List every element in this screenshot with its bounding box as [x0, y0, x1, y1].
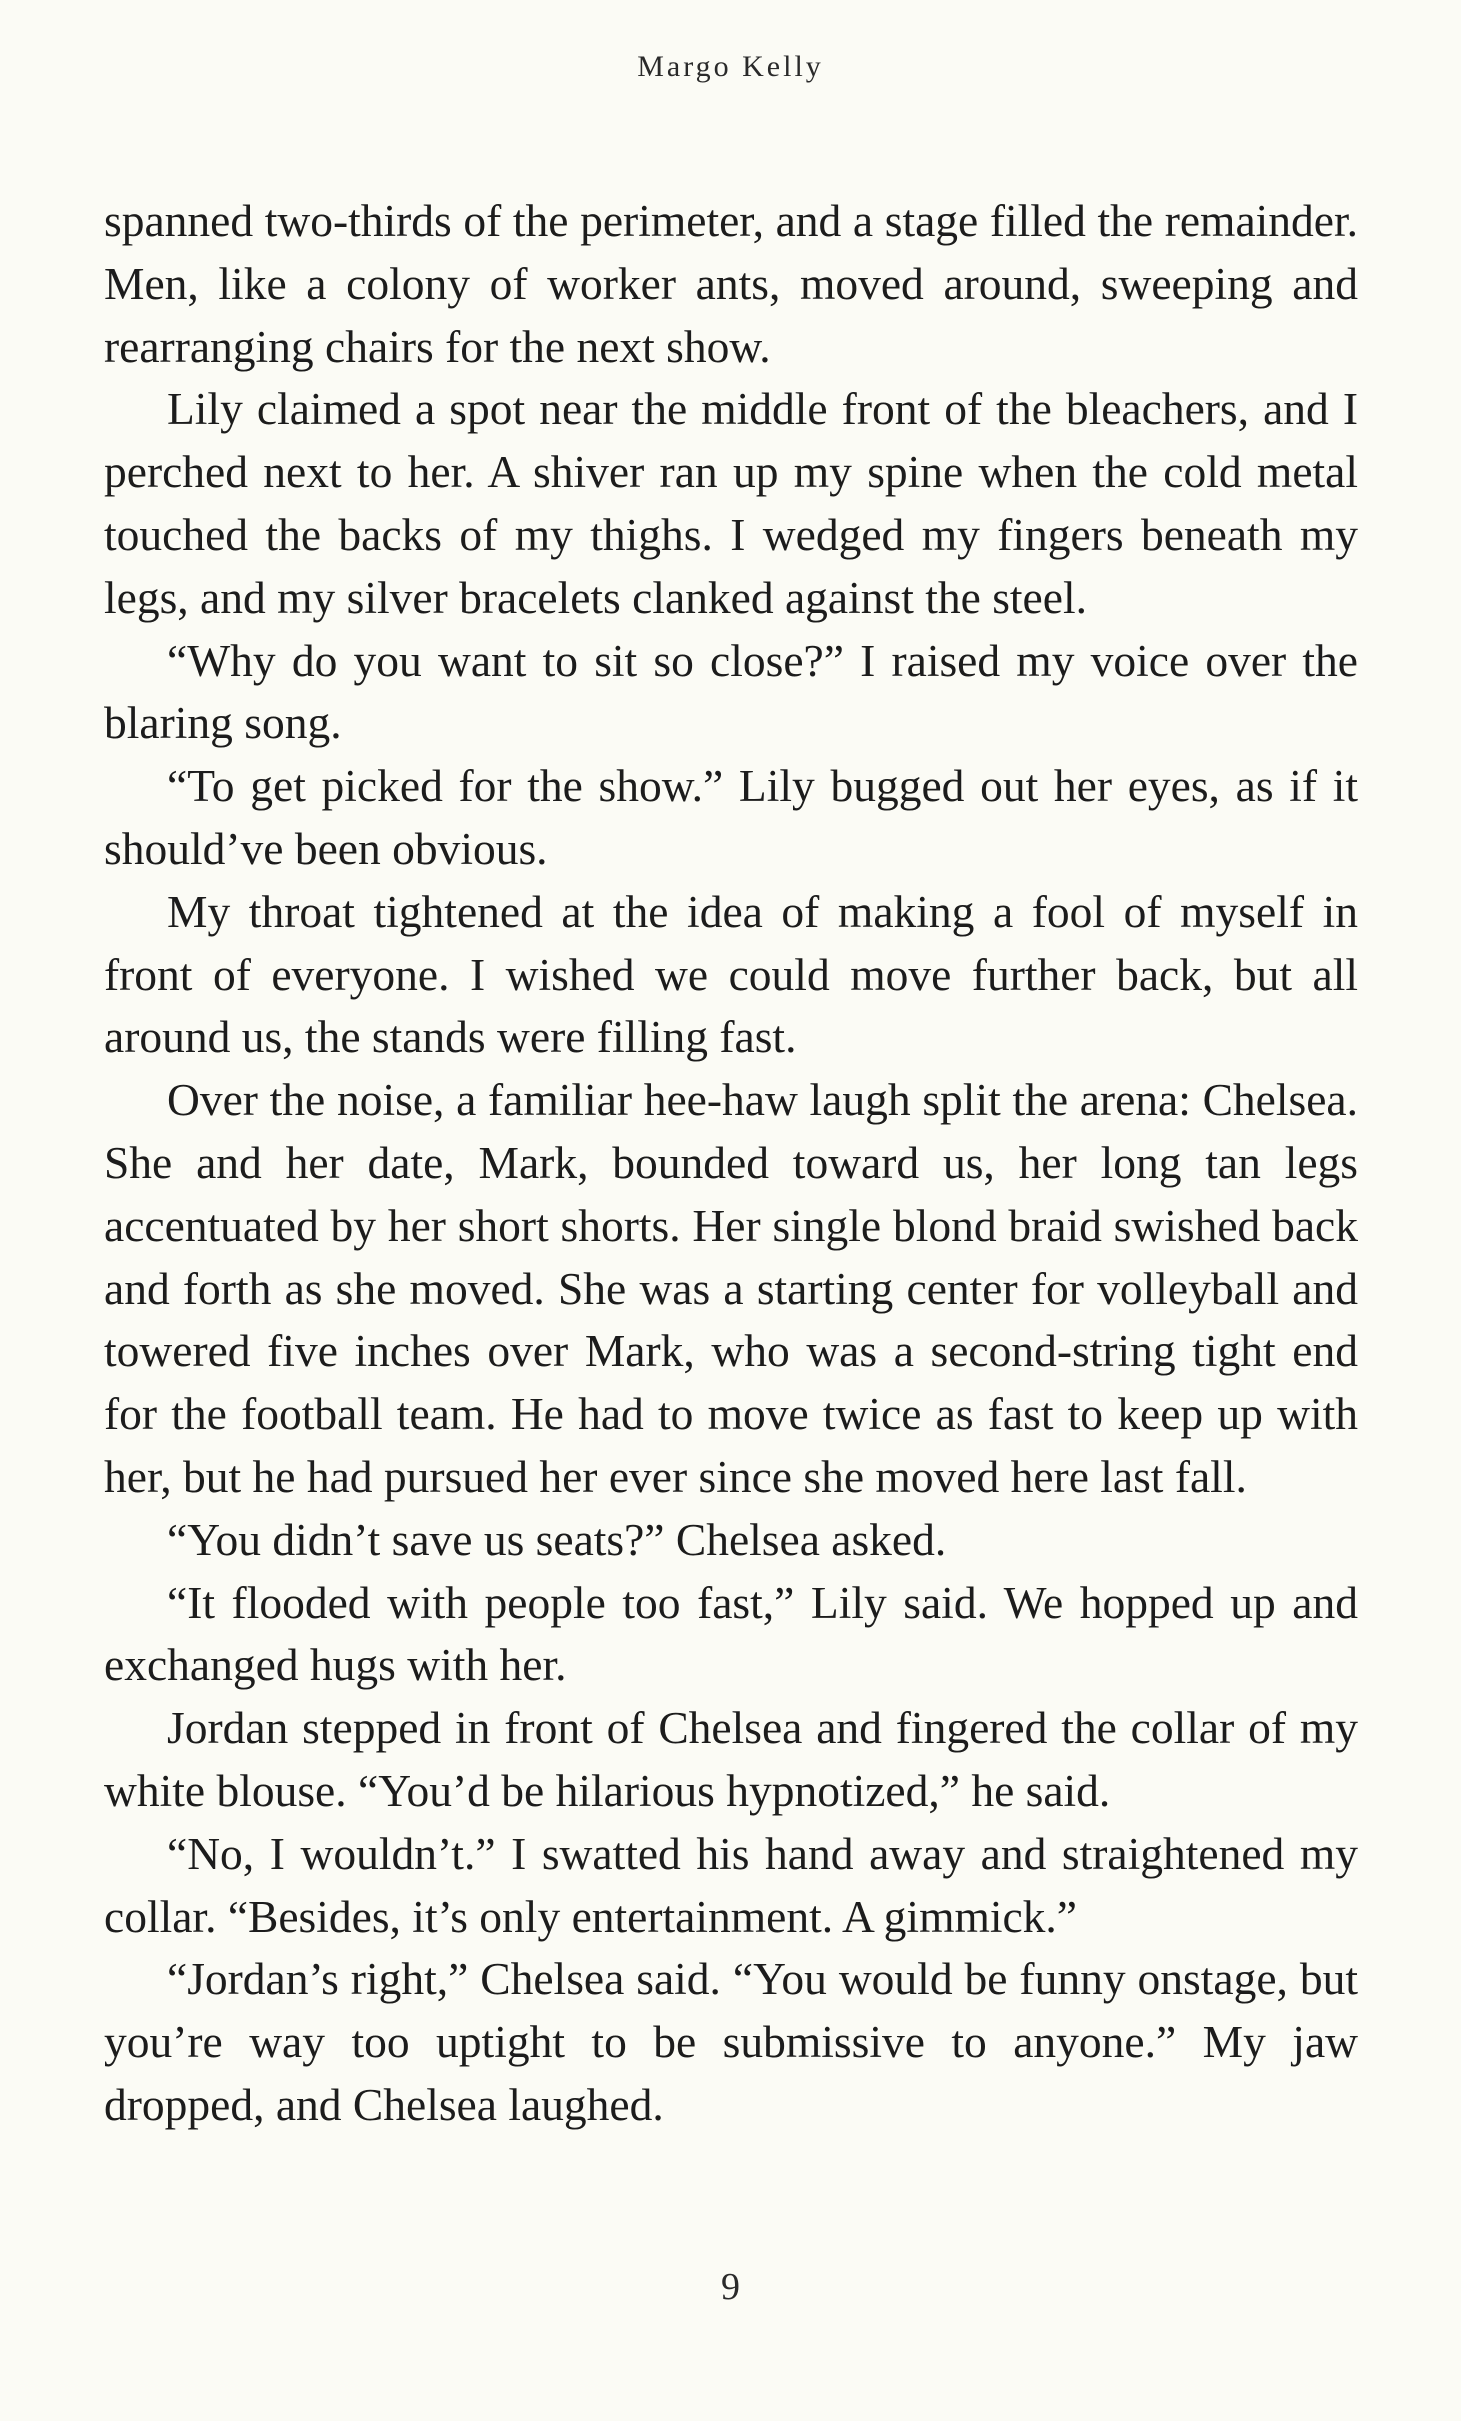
- paragraph: “No, I wouldn’t.” I swatted his hand away and straightened my collar. “Besides, it’s only entertainment. A gimmick.”: [104, 1827, 1358, 1942]
- paragraph: “Jordan’s right,” Chelsea said. “You would be funny onstage, but you’re way too uptight to be submissive to anyone.” My jaw dropped, and Chelsea laughed.: [104, 1953, 1358, 2130]
- paragraph: “You didn’t save us seats?” Chelsea asked.: [167, 1513, 947, 1565]
- paragraph: “Why do you want to sit so close?” I raised my voice over the blaring song.: [104, 634, 1358, 749]
- paragraph: “It flooded with people too fast,” Lily said. We hopped up and exchanged hugs with her.: [104, 1576, 1358, 1691]
- body-text: [104, 190, 1358, 2137]
- paragraph: spanned two-thirds of the perimeter, and a stage filled the remainder. Men, like a colony of worker ants, moved around, sweeping and rearranging chairs for the next show.: [104, 195, 1358, 372]
- paragraph: Jordan stepped in front of Chelsea and fingered the collar of my white blouse. “You’d be hilarious hypnotized,” he said.: [104, 1702, 1358, 1816]
- page-number: 9: [721, 2266, 740, 2308]
- paragraph: Lily claimed a spot near the middle front of the bleachers, and I perched next to her. A shiver ran up my spine when the cold metal touched the backs of my thighs. I wedged my fingers beneath my legs, and my silver bracelets clanked against the steel.: [104, 383, 1358, 623]
- paragraph: “To get picked for the show.” Lily bugged out her eyes, as if it should’ve been obvious.: [104, 760, 1358, 874]
- paragraph: Over the noise, a familiar hee-haw laugh split the arena: Chelsea. She and her date, Mark, bounded toward us, her long tan legs accentuated by her short shorts. Her single blond braid swished back and forth as she moved. She was a starting center for volleyball and towered five inches over Mark, who was a second-string tight end for the football team. He had to move twice as fast to keep up with her, but he had pursued her ever since she moved here last fall.: [104, 1074, 1358, 1502]
- running-head: Margo Kelly: [637, 50, 824, 83]
- paragraph: My throat tightened at the idea of making a fool of myself in front of everyone. I wished we could move further back, but all around us, the stands were filling fast.: [104, 885, 1358, 1063]
